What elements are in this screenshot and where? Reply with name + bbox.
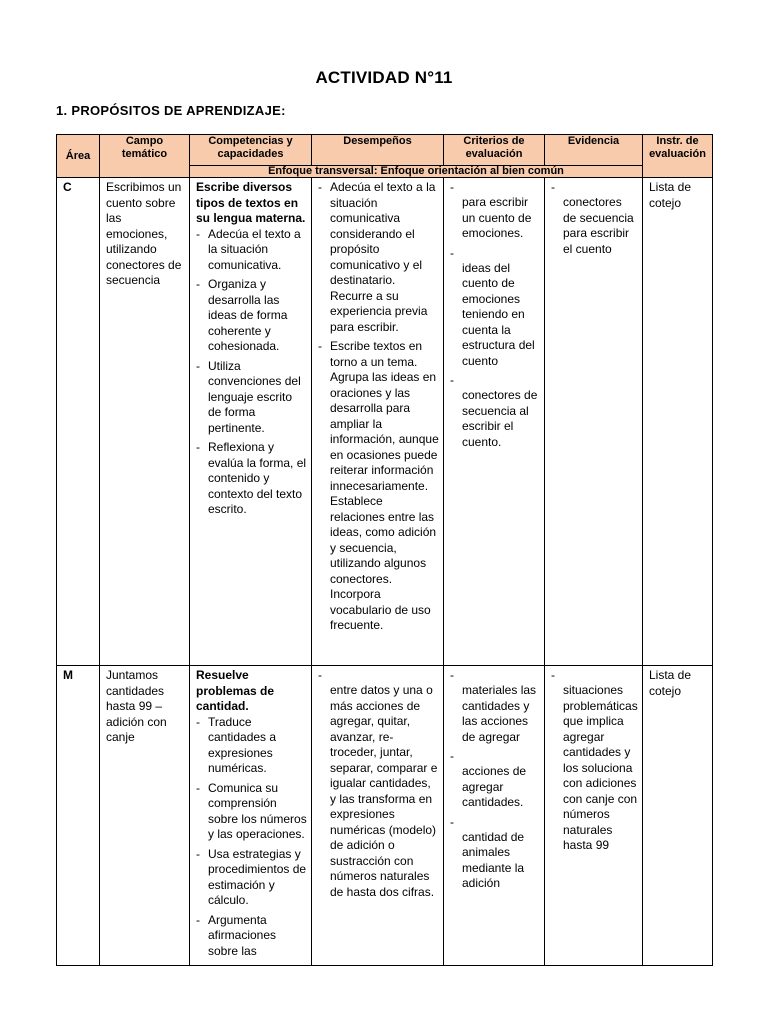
area-cell: M — [57, 666, 100, 966]
competencia-title: Escribe diversos tipos de textos en su lengua materna. — [196, 180, 306, 225]
evidencia-text: conectores de secuencia para escribir el cuento — [563, 195, 634, 256]
list-item: - Escribe textos en torno a un tema. Agrupa las ideas en oraciones y las desarrolla para ampliar la información, aunque en ocasiones puede reiterar información innecesariamente. Establece relaciones entre las ideas, como adición y secuencia, utilizando algunos conectores. Incorpora vocabulario de uso frecuente. — [318, 339, 439, 634]
desempenos-list — [318, 180, 439, 634]
list-item: - Usa estrategias y procedimientos de estimación y cálculo. — [196, 847, 307, 909]
desempeno-item — [318, 668, 439, 900]
dash-mark: - — [450, 373, 454, 387]
criterio-item — [450, 246, 540, 370]
section-heading: 1. PROPÓSITOS DE APRENDIZAJE: — [56, 103, 286, 118]
enfoque-transversal: Enfoque transversal: Enfoque orientación al bien común — [190, 166, 643, 178]
list-item: - Reflexiona y evalúa la forma, el contenido y contexto del texto escrito. — [196, 440, 307, 518]
criterio-item — [450, 373, 540, 450]
list-item: - Traduce cantidades a expresiones numéricas. — [196, 715, 307, 777]
evidencia-cell — [545, 178, 643, 666]
area-cell: C — [57, 178, 100, 666]
campo-cell: Juntamos cantidades hasta 99 – adición con canje — [100, 666, 190, 966]
header-evidencia: Evidencia — [545, 135, 643, 166]
header-campo: Campo temático — [100, 135, 190, 178]
table-row — [57, 178, 713, 666]
criterio-item — [450, 180, 540, 242]
evidencia-item — [551, 668, 638, 854]
desempenos-cell — [312, 178, 444, 666]
dash-mark: - — [450, 814, 454, 829]
criterio-text: para escribir un cuento de emociones. — [462, 195, 532, 240]
dash-mark: - — [450, 245, 454, 260]
desempenos-cell — [312, 666, 444, 966]
list-item: - Comunica su comprensión sobre los números y las operaciones. — [196, 781, 307, 843]
criterio-item — [450, 749, 540, 811]
capacidades-list — [196, 227, 307, 518]
instrumento-cell: Lista de cotejo — [643, 666, 713, 966]
dash-mark: - — [551, 668, 555, 682]
criterio-item — [450, 668, 540, 745]
competencia-title: Resuelve problemas de cantidad. — [196, 668, 275, 713]
capacidades-list — [196, 715, 307, 960]
dash-mark: - — [450, 749, 454, 763]
criterio-item — [450, 815, 540, 892]
dash-mark: - — [450, 668, 454, 682]
header-instrumento: Instr. de evaluación — [643, 135, 713, 178]
list-item: - Argumenta afirmaciones sobre las — [196, 913, 307, 960]
criterios-cell — [444, 178, 545, 666]
evidencia-item — [551, 180, 638, 257]
dash-mark: - — [318, 668, 322, 682]
header-competencias: Competencias y capacidades — [190, 135, 312, 166]
list-item: - Adecúa el texto a la situación comunicativa. — [196, 227, 307, 274]
dash-mark: - — [551, 180, 555, 194]
header-desempenos: Desempeños — [312, 135, 444, 166]
instrumento-cell: Lista de cotejo — [643, 178, 713, 666]
competencia-cell — [190, 666, 312, 966]
list-item: - Utiliza convenciones del lenguaje escrito de forma pertinente. — [196, 359, 307, 437]
table-header-row — [57, 135, 713, 166]
criterio-text: cantidad de animales mediante la adición — [462, 829, 525, 890]
evidencia-text: situaciones problemáticas que implica agregar cantidades y los soluciona con adiciones con canje con números naturales hasta 99 — [563, 683, 638, 852]
table-row — [57, 666, 713, 966]
dash-mark: - — [450, 180, 454, 194]
list-item: - Organiza y desarrolla las ideas de forma coherente y cohesionada. — [196, 277, 307, 355]
competencia-cell — [190, 178, 312, 666]
criterio-text: conectores de secuencia al escribir el cuento. — [462, 388, 538, 449]
criterio-text: acciones de agregar cantidades. — [462, 764, 527, 809]
desempeno-text: entre datos y una o más acciones de agregar, quitar, avanzar, re-troceder, juntar, separar, comparar e igualar cantidades, y las transforma en expresiones numéricas (modelo) de adición o sustracción con números naturales de hasta dos cifras. — [330, 683, 438, 899]
header-criterios: Criterios de evaluación — [444, 135, 545, 166]
header-area: Área — [57, 135, 100, 178]
learning-purposes-table — [56, 134, 713, 966]
list-item: - Adecúa el texto a la situación comunicativa considerando el propósito comunicativo y el destinatario. Recurre a su experiencia previa para escribir. — [318, 180, 439, 335]
campo-cell: Escribimos un cuento sobre las emociones, utilizando conectores de secuencia — [100, 178, 190, 666]
criterio-text: materiales las cantidades y las acciones de agregar — [462, 683, 537, 744]
criterios-cell — [444, 666, 545, 966]
page-title: ACTIVIDAD N°11 — [315, 68, 453, 87]
evidencia-cell — [545, 666, 643, 966]
criterio-text: ideas del cuento de emociones teniendo en cuenta la estructura del cuento — [462, 260, 535, 368]
